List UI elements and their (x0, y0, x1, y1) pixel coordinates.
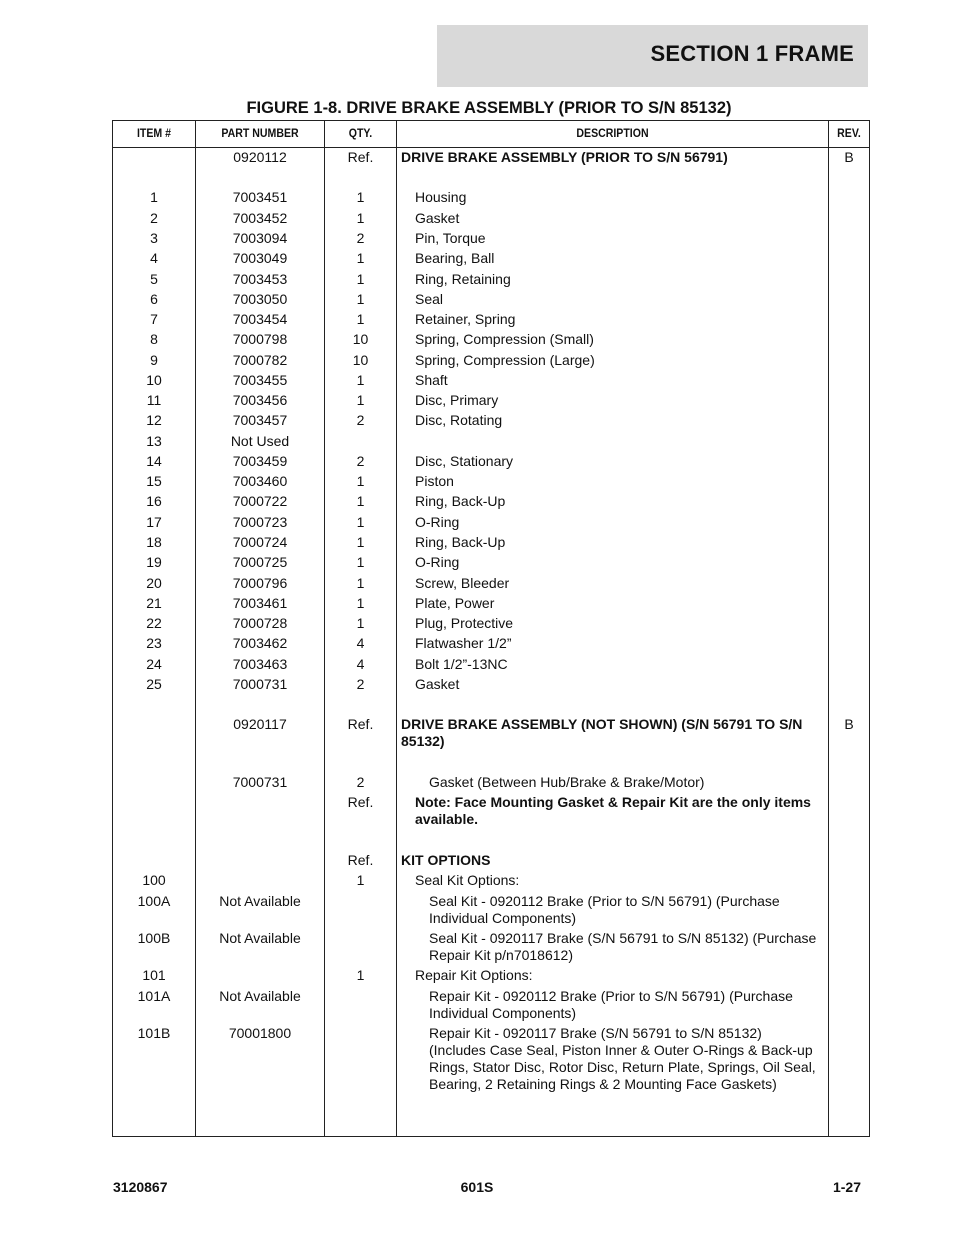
part-number: Not Used (230, 433, 290, 449)
description: Gasket (415, 210, 460, 226)
column-divider (396, 120, 397, 1137)
column-header-part-number: PART NUMBER (221, 126, 299, 140)
part-number: 7000731 (232, 676, 288, 692)
description: Flatwasher 1/2” (415, 635, 512, 651)
description: Bolt 1/2”-13NC (415, 656, 508, 672)
part-number: 7003462 (232, 635, 288, 651)
part-number: 7000724 (232, 534, 288, 550)
description: Ring, Back-Up (415, 534, 506, 550)
description: Disc, Stationary (415, 453, 514, 469)
column-divider (828, 120, 829, 1137)
item-number: 101A (137, 988, 171, 1004)
description: Housing (415, 189, 467, 205)
item-number: 22 (146, 615, 162, 631)
part-number: 7003455 (232, 372, 288, 388)
description: Gasket (Between Hub/Brake & Brake/Motor) (429, 774, 705, 790)
quantity: 1 (356, 514, 365, 530)
item-number: 19 (146, 554, 162, 570)
quantity: 1 (356, 473, 365, 489)
description: Retainer, Spring (415, 311, 516, 327)
item-number: 16 (146, 493, 162, 509)
part-number: 7000725 (232, 554, 288, 570)
description: Piston (415, 473, 454, 489)
quantity: 1 (356, 250, 365, 266)
quantity: 2 (356, 676, 365, 692)
description: Seal Kit Options: (415, 872, 520, 888)
part-number: 0920117 (233, 716, 287, 732)
part-number: 7003453 (232, 271, 288, 287)
item-number: 20 (146, 575, 162, 591)
item-number: 18 (146, 534, 162, 550)
part-number: Not Available (219, 988, 301, 1004)
description: Repair Kit Options: (415, 967, 533, 983)
description: Screw, Bleeder (415, 575, 510, 591)
part-number: 7000722 (232, 493, 288, 509)
part-number: 7003452 (232, 210, 288, 226)
quantity: 1 (356, 534, 365, 550)
quantity: 1 (356, 493, 365, 509)
quantity: 1 (356, 189, 365, 205)
description: KIT OPTIONS (401, 852, 491, 868)
item-number: 21 (146, 595, 162, 611)
description: Seal Kit - 0920112 Brake (Prior to S/N 56791) (Purchase Individual Components) (429, 893, 780, 926)
part-number: 7000798 (232, 331, 288, 347)
item-number: 25 (146, 676, 162, 692)
quantity: 1 (356, 210, 365, 226)
quantity: 1 (356, 554, 365, 570)
quantity: 1 (356, 271, 365, 287)
item-number: 9 (150, 352, 158, 368)
part-number: 7000782 (232, 352, 288, 368)
item-number: 101 (142, 967, 166, 983)
quantity: 2 (356, 774, 365, 790)
item-number: 2 (150, 210, 158, 226)
part-number: 70001800 (228, 1025, 292, 1041)
item-number: 7 (150, 311, 158, 327)
figure-title: FIGURE 1-8. DRIVE BRAKE ASSEMBLY (PRIOR TO S/N 85132) (246, 99, 732, 117)
item-number: 24 (146, 656, 162, 672)
item-number: 3 (150, 230, 158, 246)
item-number: 6 (150, 291, 158, 307)
description: Gasket (415, 676, 460, 692)
item-number: 100B (137, 930, 171, 946)
quantity: 1 (356, 311, 365, 327)
quantity: 4 (356, 656, 365, 672)
description: DRIVE BRAKE ASSEMBLY (NOT SHOWN) (S/N 56791 TO S/N 85132) (401, 716, 803, 749)
item-number: 23 (146, 635, 162, 651)
part-number: 7000796 (232, 575, 288, 591)
part-number: Not Available (219, 930, 301, 946)
description: DRIVE BRAKE ASSEMBLY (PRIOR TO S/N 56791) (401, 149, 728, 165)
part-number: 7000723 (232, 514, 288, 530)
description: Shaft (415, 372, 448, 388)
header-divider (112, 147, 870, 148)
item-number: 12 (146, 412, 162, 428)
quantity: 1 (356, 392, 365, 408)
quantity: 1 (356, 872, 365, 888)
part-number: 7003454 (232, 311, 288, 327)
part-number: 7003461 (232, 595, 288, 611)
item-number: 4 (150, 250, 158, 266)
section-banner (437, 25, 868, 87)
description: Spring, Compression (Large) (415, 352, 595, 368)
part-number: 7003463 (232, 656, 288, 672)
part-number: 0920112 (233, 149, 287, 165)
description: Spring, Compression (Small) (415, 331, 594, 347)
quantity: 10 (352, 331, 369, 347)
description: Ring, Back-Up (415, 493, 506, 509)
description: Seal (415, 291, 444, 307)
revision: B (844, 716, 854, 732)
quantity: 1 (356, 615, 365, 631)
quantity: Ref. (347, 794, 374, 810)
part-number: 7000731 (232, 774, 288, 790)
quantity: Ref. (347, 716, 374, 732)
quantity: 1 (356, 595, 365, 611)
part-number: 7003451 (232, 189, 288, 205)
part-number: 7003094 (232, 230, 288, 246)
item-number: 8 (150, 331, 158, 347)
description: O-Ring (415, 554, 460, 570)
part-number: 7003049 (232, 250, 288, 266)
quantity: 1 (356, 372, 365, 388)
description: Plate, Power (415, 595, 495, 611)
part-number: 7003457 (232, 412, 288, 428)
footer-model: 601S (460, 1179, 494, 1195)
column-header-description: DESCRIPTION (576, 126, 649, 140)
quantity: Ref. (347, 149, 374, 165)
description: Disc, Rotating (415, 412, 503, 428)
part-number: 7003456 (232, 392, 288, 408)
section-title: SECTION 1 FRAME (650, 41, 854, 66)
item-number: 11 (146, 392, 162, 408)
item-number: 14 (146, 453, 162, 469)
item-number: 15 (146, 473, 162, 489)
item-number: 13 (146, 433, 162, 449)
column-header-item: ITEM # (136, 126, 172, 140)
item-number: 1 (150, 189, 158, 205)
footer-page-number: 1-27 (832, 1179, 861, 1195)
part-number: 7003459 (232, 453, 288, 469)
column-header-qty: QTY. (348, 126, 373, 140)
column-header-rev: REV. (837, 126, 861, 140)
description: Seal Kit - 0920117 Brake (S/N 56791 to S/N 85132) (Purchase Repair Kit p/n7018612) (429, 930, 817, 963)
description: Note: Face Mounting Gasket & Repair Kit are the only items available. (415, 794, 811, 827)
quantity: 1 (356, 291, 365, 307)
footer-document-number: 3120867 (113, 1179, 168, 1195)
description: Repair Kit - 0920117 Brake (S/N 56791 to S/N 85132) (Includes Case Seal, Piston Inner & Outer O-Rings & Back-up Rings, Stator Disc, Rotor Disc, Return Plate, Springs, Oil Seal, Bearing, 2 Retaining Rings & 2 Mounting Face Gaskets) (429, 1025, 816, 1092)
description: O-Ring (415, 514, 460, 530)
description: Plug, Protective (415, 615, 514, 631)
item-number: 101B (137, 1025, 171, 1041)
part-number: 7003460 (232, 473, 288, 489)
revision: B (844, 149, 854, 165)
quantity: 2 (356, 230, 365, 246)
quantity: 2 (356, 412, 365, 428)
item-number: 100A (137, 893, 171, 909)
description: Pin, Torque (415, 230, 486, 246)
quantity: 2 (356, 453, 365, 469)
quantity: 4 (356, 635, 365, 651)
item-number: 100 (142, 872, 166, 888)
quantity: Ref. (347, 852, 374, 868)
quantity: 1 (356, 575, 365, 591)
description: Repair Kit - 0920112 Brake (Prior to S/N 56791) (Purchase Individual Components) (429, 988, 793, 1021)
part-number: 7000728 (232, 615, 288, 631)
item-number: 10 (146, 372, 162, 388)
part-number: Not Available (219, 893, 301, 909)
description: Bearing, Ball (415, 250, 495, 266)
item-number: 17 (146, 514, 162, 530)
description: Ring, Retaining (415, 271, 511, 287)
description: Disc, Primary (415, 392, 499, 408)
part-number: 7003050 (232, 291, 288, 307)
item-number: 5 (150, 271, 158, 287)
quantity: 1 (356, 967, 365, 983)
quantity: 10 (352, 352, 369, 368)
